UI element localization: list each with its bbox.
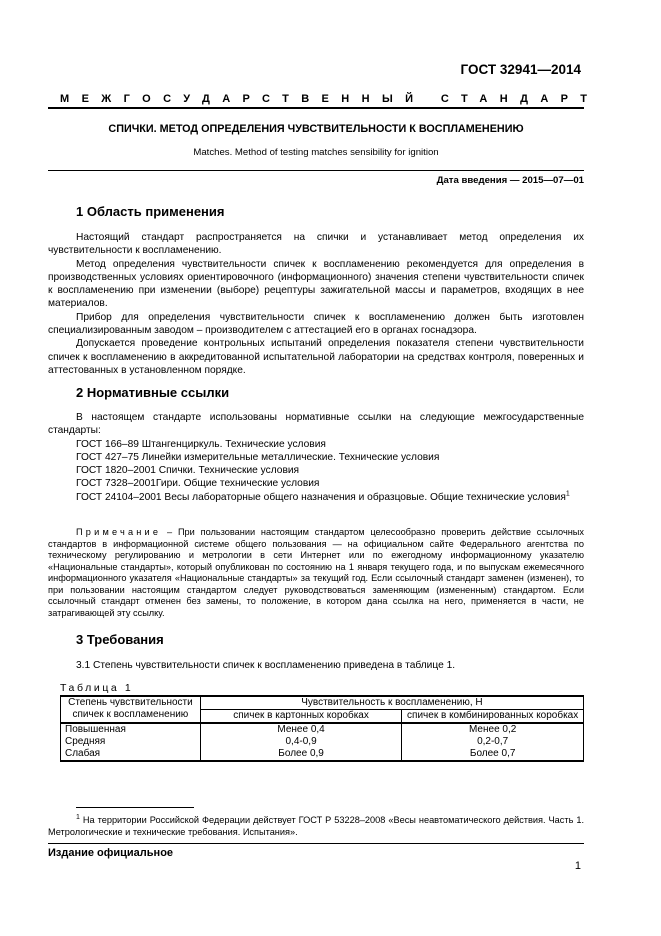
section1-paragraph: Метод определения чувствительности спичек к воспламенению рекомендуется для определения в производственных условиях ориентировочного (информационного) значения степени чувствительности спичек к воспламенению при изменении (выборе) рецептуры зажигательной массы и параметров, входящих в нее материалов.: [48, 258, 584, 310]
official-edition-label: Издание официальное: [48, 847, 174, 859]
note-label: Примечание: [76, 527, 162, 537]
footnote-marker: 1: [565, 490, 570, 498]
section1-paragraph: Прибор для определения чувствительности спичек к воспламенению должен быть изготовлен специализированным заводом – производителем с аттестацией его в органах госнадзора.: [48, 311, 584, 337]
section3-paragraph: 3.1 Степень чувствительности спичек к воспламенению приведена в таблице 1.: [76, 660, 456, 671]
note-text: – При пользовании настоящим стандартом целесообразно проверить действие ссылочных стандартов в информационной системе общего пользования — на официальном сайте Федерального агентства по техническому регулированию и метрологии в сети Интернет или по ежегодному информационному указателю «Национальные стандарты», который опубликован по состоянию на 1 января текущего года, и по выпускам ежемесячного информационного указателя «Национальные стандарты» за текущий год. Если ссылочный стандарт заменен (изменен), то при пользовании настоящим стандартом следует руководствоваться заменяющим (измененным) стандартом. Если ссылочный стандарт отменен без замены, то положение, в котором дана ссылка на него, применяется в части, не затрагивающей эту ссылку.: [48, 527, 584, 618]
intro-date: Дата введения — 2015—07—01: [436, 175, 584, 186]
cell-degree: Слабая: [61, 748, 201, 761]
page-number: 1: [574, 860, 581, 872]
section2-note: [48, 527, 584, 619]
cell-degree: Повышенная: [61, 723, 201, 736]
header-combined-boxes: спичек в комбинированных коробках: [402, 710, 584, 724]
section2-heading: 2 Нормативные ссылки: [76, 385, 230, 400]
header-sensitivity-group: Чувствительность к воспламенению, Н: [200, 696, 583, 710]
ref-item-text: ГОСТ 24104–2001 Весы лабораторные общего назначения и образцовые. Общие технические условия: [76, 491, 566, 503]
document-subtitle: Matches. Method of testing matches sensibility for ignition: [193, 147, 439, 158]
section1-paragraph: Настоящий стандарт распространяется на спички и устанавливает метод определения их чувствительности к воспламенению.: [48, 232, 584, 257]
section1-paragraph: Допускается проведение контрольных испытаний определения показателя степени чувствительности спичек к воспламенению в аккредитованной испытательной лаборатории на средствах контроля, поверенных и аттестованных в установленном порядке.: [48, 338, 584, 376]
footer-rule: [48, 843, 584, 844]
section1-body: [48, 231, 584, 377]
footnote-mark: 1: [76, 813, 80, 821]
standard-banner: МЕЖГОСУДАРСТВЕННЫЙ СТАНДАРТ: [60, 93, 600, 105]
footnote: [48, 814, 584, 838]
cell-combined: Менее 0,2: [402, 723, 584, 736]
cell-cardboard: Менее 0,4: [200, 723, 401, 736]
cell-combined: 0,2-0,7: [402, 736, 584, 748]
section3-body: [48, 659, 584, 672]
ref-item: ГОСТ 7328–2001Гири. Общие технические условия: [76, 478, 320, 490]
footnote-rule: [76, 807, 194, 808]
table-row: [61, 736, 584, 748]
header-rule: [48, 107, 584, 109]
header-cardboard-boxes: спичек в картонных коробках: [200, 710, 401, 724]
table-row: [61, 748, 584, 761]
ref-item: ГОСТ 166–89 Штангенциркуль. Технические условия: [76, 438, 326, 450]
cell-cardboard: 0,4-0,9: [200, 736, 401, 748]
footnote-text: На территории Российской Федерации действует ГОСТ Р 53228–2008 «Весы неавтоматического действия. Часть 1. Метрологические и технические требования. Испытания».: [48, 815, 584, 837]
ref-item: ГОСТ 427–75 Линейки измерительные металлические. Технические условия: [76, 451, 440, 463]
section1-heading: 1 Область применения: [76, 204, 225, 219]
ref-item-last: [48, 491, 584, 504]
section2-intro: В настоящем стандарте использованы нормативные ссылки на следующие межгосударственные стандарты:: [48, 412, 584, 437]
table-label: Таблица 1: [60, 682, 134, 694]
subtitle-rule: [48, 170, 584, 171]
cell-degree: Средняя: [61, 736, 201, 748]
table-row: [61, 723, 584, 736]
header-degree: Степень чувствительности спичек к воспламенению: [61, 696, 201, 723]
cell-cardboard: Более 0,9: [200, 748, 401, 761]
doc-number: ГОСТ 32941—2014: [460, 62, 581, 77]
document-title: СПИЧКИ. МЕТОД ОПРЕДЕЛЕНИЯ ЧУВСТВИТЕЛЬНОСТИ К ВОСПЛАМЕНЕНИЮ: [108, 123, 524, 135]
sensitivity-table: [60, 695, 584, 762]
section2-body: [48, 411, 584, 504]
ref-item: ГОСТ 1820–2001 Спички. Технические условия: [76, 465, 300, 477]
cell-combined: Более 0,7: [402, 748, 584, 761]
section3-heading: 3 Требования: [76, 632, 164, 647]
